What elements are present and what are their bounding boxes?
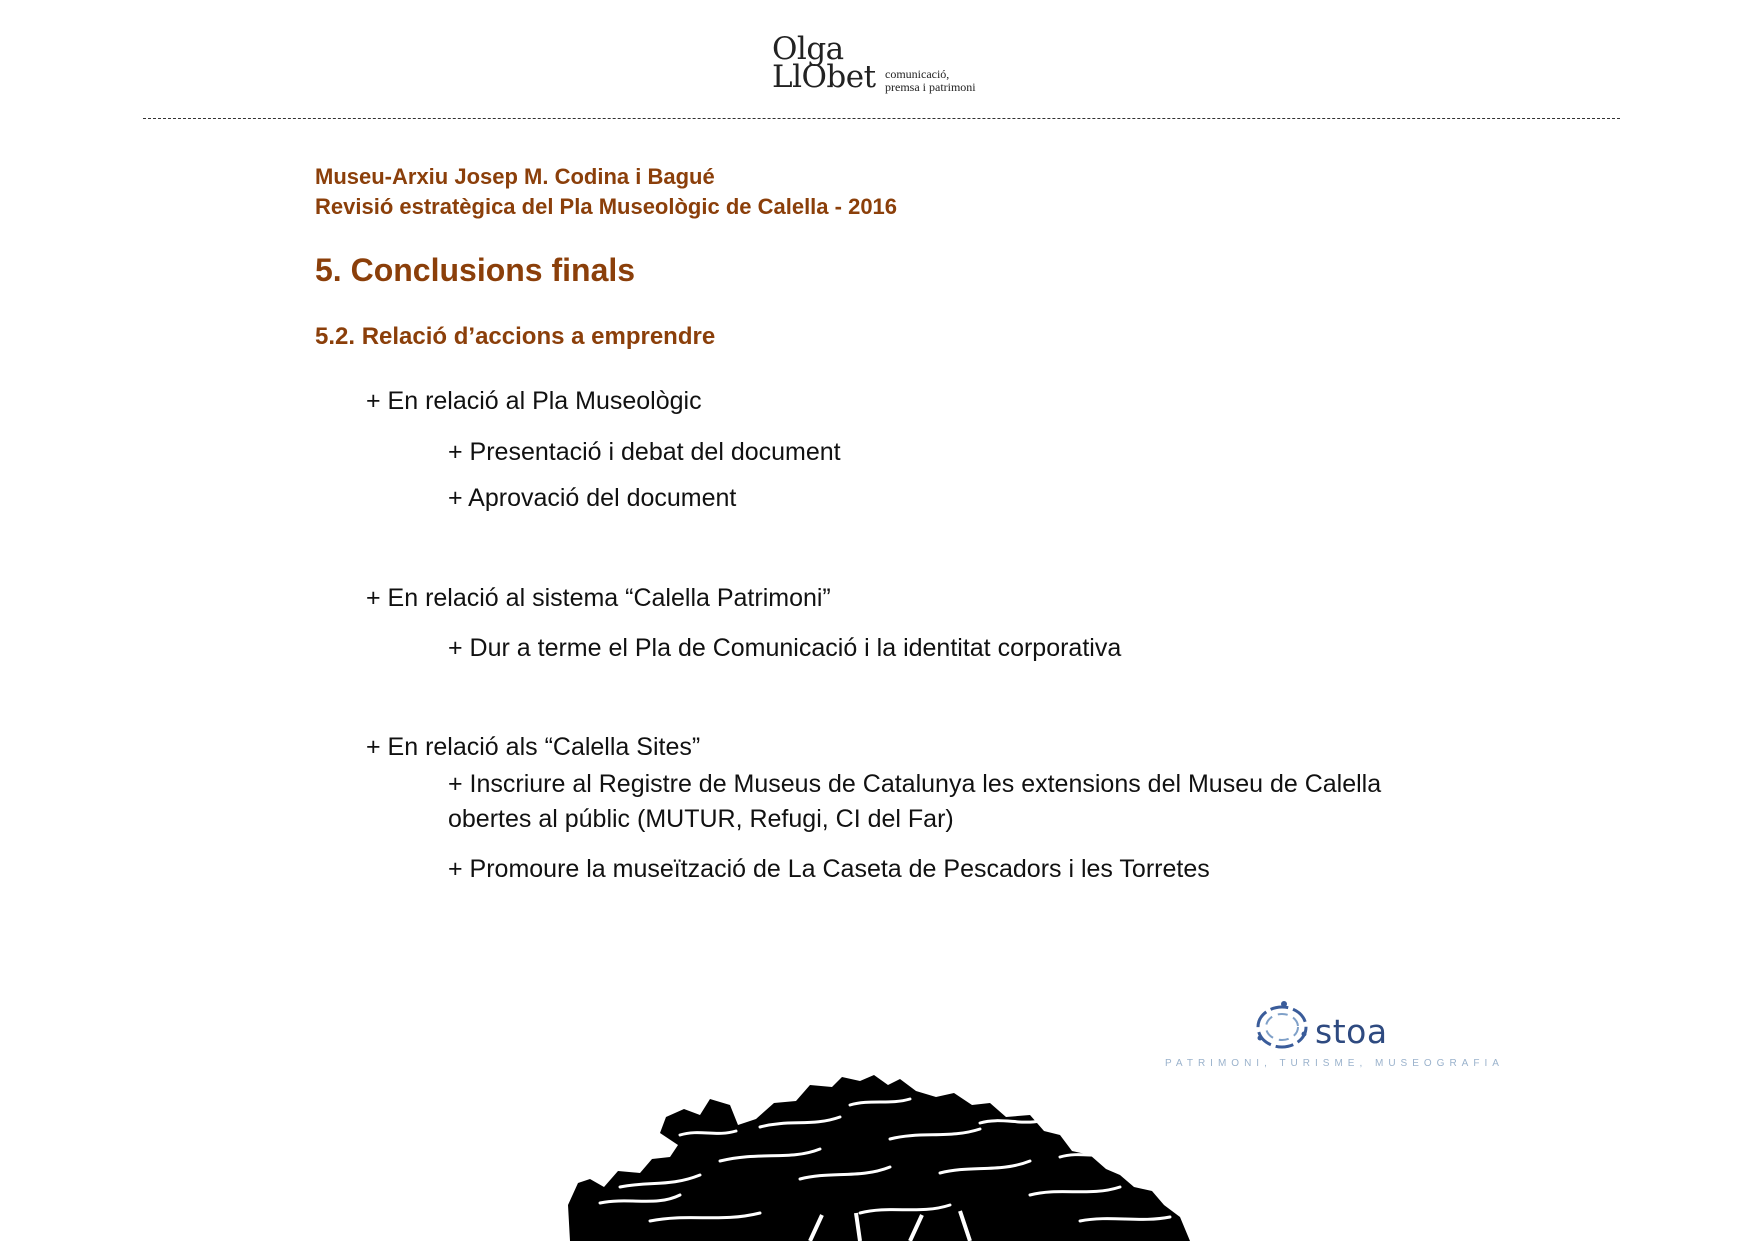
logo-tagline-2: premsa i patrimoni <box>885 80 976 94</box>
list-item: + Inscriure al Registre de Museus de Catalunya les extensions del Museu de Calella obertes al públic (MUTUR, Refugi, CI del Far) <box>448 770 1382 833</box>
tree-illustration <box>560 1075 1200 1241</box>
museum-name: Museu-Arxiu Josep M. Codina i Bagué <box>315 164 715 189</box>
list-item: + Dur a terme el Pla de Comunicació i la identitat corporativa <box>448 634 1122 662</box>
list-item: + Presentació i debat del document <box>448 438 841 466</box>
group-label: + En relació als “Calella Sites” <box>366 733 701 761</box>
logo-tagline-1: comunicació, <box>885 67 950 81</box>
group-label: + En relació al Pla Museològic <box>366 387 702 415</box>
logo-name-last: LlObet <box>772 59 876 95</box>
stoa-ring-icon <box>1248 994 1318 1056</box>
logo-name-first: Olga <box>772 31 844 67</box>
group-label: + En relació al sistema “Calella Patrimoni” <box>366 584 831 612</box>
header-divider <box>143 118 1620 119</box>
section-subtitle: 5.2. Relació d’accions a emprendre <box>315 323 716 350</box>
stoa-tagline: PATRIMONI, TURISME, MUSEOGRAFIA <box>1165 1058 1504 1069</box>
olga-llobet-logo <box>772 30 1012 100</box>
project-title: Revisió estratègica del Pla Museològic de Calella - 2016 <box>315 194 898 219</box>
stoa-logo <box>1150 992 1504 1072</box>
list-item: + Promoure la museïtzació de La Caseta de Pescadors i les Torretes <box>448 855 1210 883</box>
list-item: + Aprovació del document <box>448 484 737 512</box>
section-title: 5. Conclusions finals <box>315 252 636 288</box>
stoa-wordmark: stoa <box>1315 1012 1388 1051</box>
